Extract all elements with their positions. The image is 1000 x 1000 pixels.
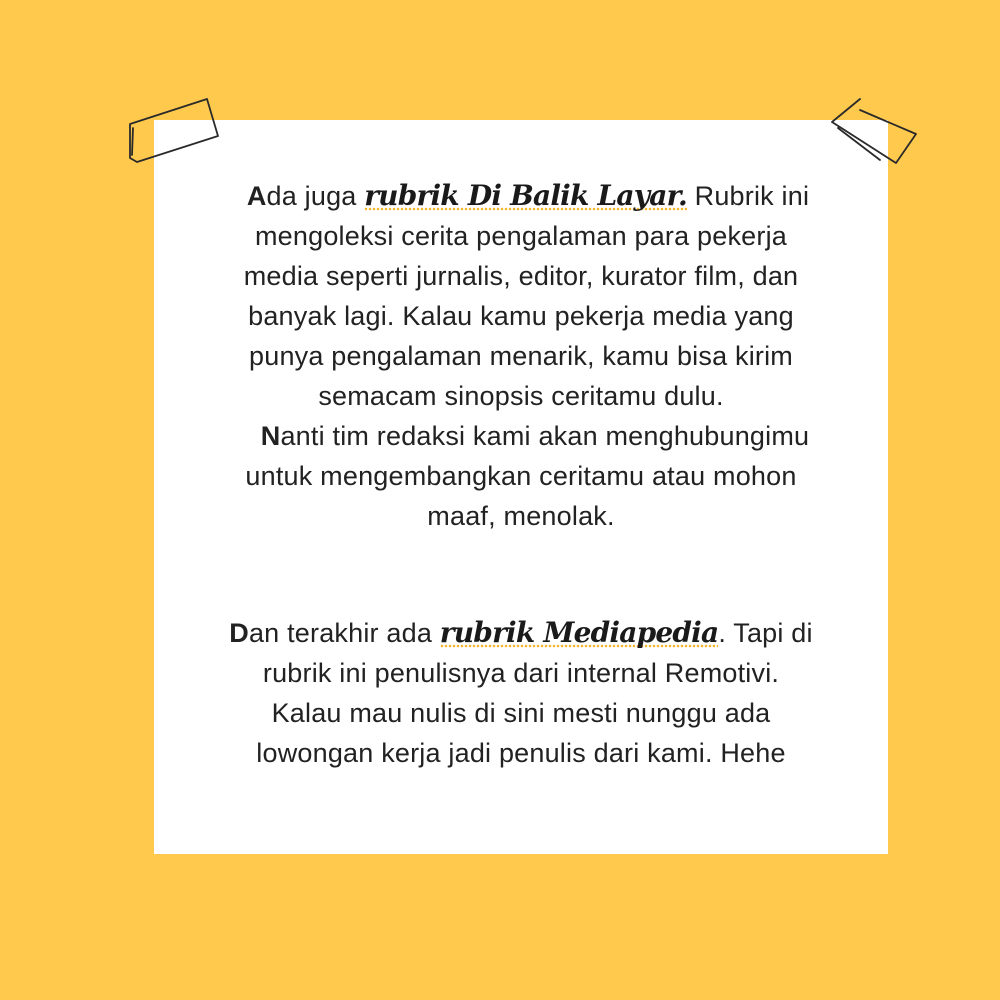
text-line: punya pengalaman menarik, kamu bisa kirim	[249, 341, 793, 371]
text-line: rubrik ini penulisnya dari internal Remotivi.	[262, 658, 780, 688]
text-line: semacam sinopsis ceritamu dulu.	[318, 381, 724, 411]
text-line: untuk mengembangkan ceritamu atau mohon	[245, 461, 797, 491]
text-line: Ada juga rubrik Di Balik Layar. Rubrik ini	[246, 179, 810, 212]
text-line: Kalau mau nulis di sini mesti nunggu ada	[271, 698, 771, 728]
drop-letter: N	[260, 421, 281, 451]
tape-right-icon	[832, 99, 916, 163]
text-line: banyak lagi. Kalau kamu pekerja media yang	[248, 301, 794, 331]
text-line: Nanti tim redaksi kami akan menghubungimu	[260, 421, 810, 451]
drop-letter: A	[246, 181, 267, 211]
text-line: Dan terakhir ada rubrik Mediapedia. Tapi di	[229, 616, 813, 649]
rubrik-mediapedia-highlight: rubrik Mediapedia	[439, 616, 719, 649]
text-line: media seperti jurnalis, editor, kurator film, dan	[243, 261, 799, 291]
drop-letter: D	[229, 618, 249, 648]
rubrik-di-balik-layar-highlight: rubrik Di Balik Layar.	[364, 179, 687, 212]
text-line: mengoleksi cerita pengalaman para pekerja	[254, 221, 787, 251]
tape-left-icon	[130, 99, 218, 162]
text-line: maaf, menolak.	[427, 501, 615, 531]
text-line: lowongan kerja jadi penulis dari kami. Hehe	[256, 738, 786, 768]
